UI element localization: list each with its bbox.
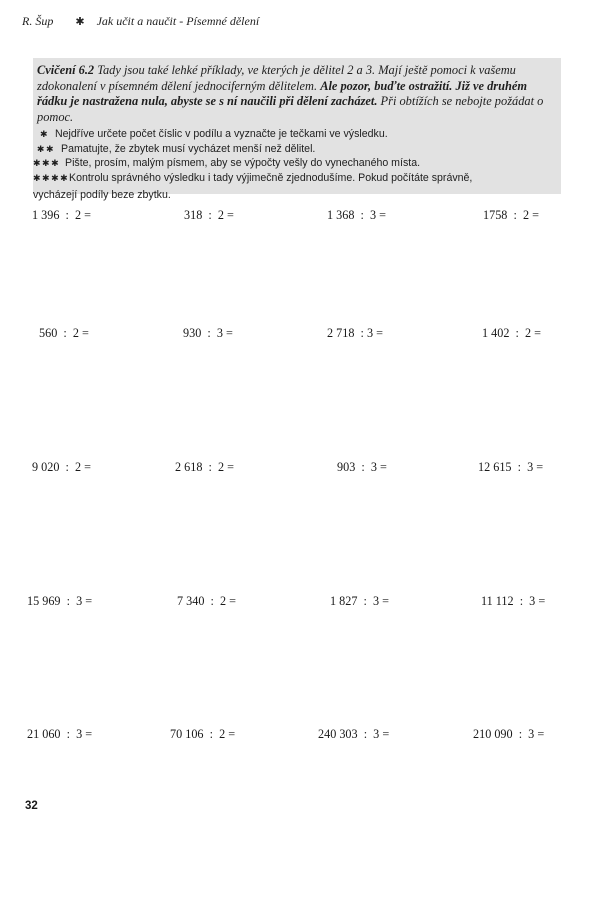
header-author: R. Šup — [22, 14, 54, 28]
division-problem: 318 : 2 = — [184, 208, 234, 222]
division-problem: 15 969 : 3 = — [27, 594, 93, 608]
division-problem: 21 060 : 3 = — [27, 727, 93, 741]
division-problem: 1 368 : 3 = — [327, 208, 387, 222]
division-problem: 903 : 3 = — [337, 460, 387, 474]
page-header — [22, 14, 259, 29]
exercise-intro — [37, 63, 553, 125]
division-problem: 1 402 : 2 = — [482, 326, 542, 340]
tip-text: Nejdříve určete počet číslic v podílu a vyznačte je tečkami ve výsledku. — [55, 128, 388, 141]
page-number: 32 — [25, 800, 38, 812]
division-problem: 2 718 : 3 = — [327, 326, 383, 340]
tips-list — [33, 127, 561, 185]
division-problem: 12 615 : 3 = — [478, 460, 544, 474]
star-icon: ✱ — [39, 129, 49, 140]
division-problem: 1 827 : 3 = — [330, 594, 390, 608]
intro-warning: Ale pozor, buďte ostražití. Již ve druhém řádku je nastražena nula, abyste se s ní naučili při dělení zacházet. — [37, 78, 528, 109]
star-icon: ✱✱✱✱ — [33, 172, 70, 183]
tip-item — [33, 127, 561, 141]
division-problem: 7 340 : 2 = — [177, 594, 237, 608]
exercise-label: Cvičení 6.2 — [37, 63, 95, 77]
star-icon: ✱✱ — [36, 143, 55, 154]
tip-item — [33, 142, 561, 156]
header-separator-icon: ✱ — [75, 16, 85, 28]
division-problem: 1 396 : 2 = — [32, 208, 92, 222]
tip-item — [33, 171, 561, 185]
division-problem: 1758 : 2 = — [483, 208, 539, 222]
division-problem: 930 : 3 = — [183, 326, 233, 340]
tip-text: Pište, prosím, malým písmem, aby se výpočty vešly do vynechaného místa. — [65, 157, 421, 170]
tip-continuation: vycházejí podíly beze zbytku. — [33, 189, 171, 201]
division-problem: 11 112 : 3 = — [481, 594, 546, 608]
header-title: Jak učit a naučit - Písemné dělení — [96, 14, 260, 28]
tip-text: Pamatujte, že zbytek musí vycházet menší než dělitel. — [61, 142, 316, 155]
division-problem: 70 106 : 2 = — [170, 727, 236, 741]
division-problem: 9 020 : 2 = — [32, 460, 92, 474]
division-problem: 2 618 : 2 = — [175, 460, 235, 474]
tip-text: Kontrolu správného výsledku i tady výjimečně zjednodušíme. Pokud počítáte správně, — [69, 171, 473, 184]
division-problem: 210 090 : 3 = — [473, 727, 545, 741]
star-icon: ✱✱✱ — [33, 158, 61, 169]
exercise-box — [33, 58, 561, 201]
tip-item — [33, 156, 561, 170]
intro-text-1: Tady jsou také lehké příklady, ve kterých je dělitel 2 a 3. Mají ještě pomoci k vašemu zdokonalení v písemném dělení jednociferným dělitelem. — [37, 63, 516, 93]
intro-text-2: Při obtížích se nebojte požádat o pomoc. — [37, 94, 544, 124]
division-problem: 560 : 2 = — [39, 326, 89, 340]
division-problem: 240 303 : 3 = — [318, 727, 390, 741]
